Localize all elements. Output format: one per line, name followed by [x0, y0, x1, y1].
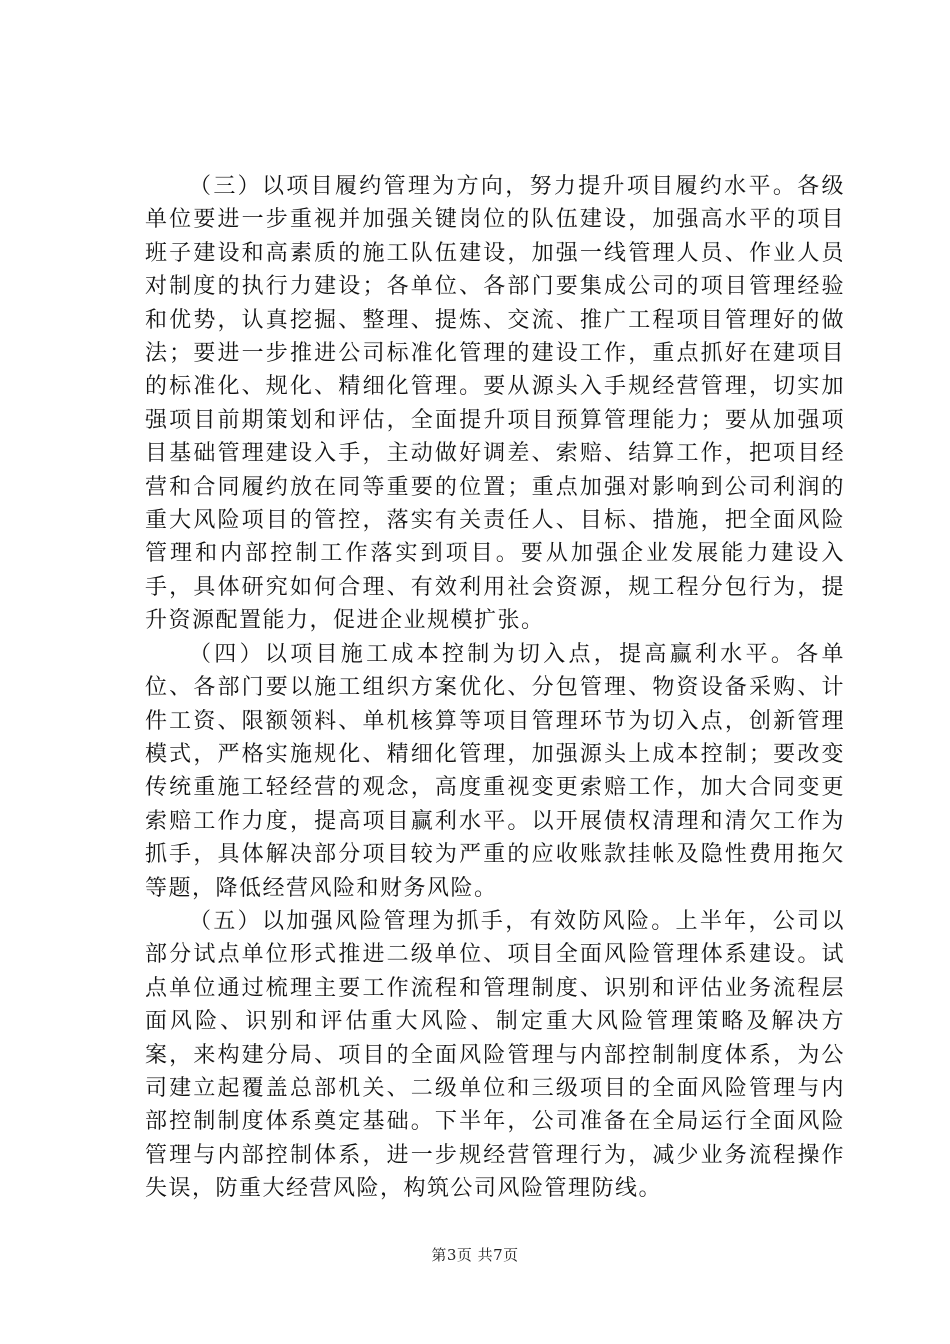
document-body	[145, 170, 845, 1206]
paragraph-section-5: （五）以加强风险管理为抓手，有效防风险。上半年，公司以部分试点单位形式推进二级单位、项目全面风险管理体系建设。试点单位通过梳理主要工作流程和管理制度、识别和评估业务流程层面风险、识别和评估重大风险、制定重大风险管理策略及解决方案，来构建分局、项目的全面风险管理与内部控制制度体系，为公司建立起覆盖总部机关、二级单位和三级项目的全面风险管理与内部控制制度体系奠定基础。下半年，公司准备在全局运行全面风险管理与内部控制体系，进一步规经营管理行为，减少业务流程操作失误，防重大经营风险，构筑公司风险管理防线。	[145, 908, 845, 1202]
paragraph-section-4: （四）以项目施工成本控制为切入点，提高赢利水平。各单位、各部门要以施工组织方案优化、分包管理、物资设备采购、计件工资、限额领料、单机核算等项目管理环节为切入点，创新管理模式，严格实施规化、精细化管理，加强源头上成本控制；要改变传统重施工轻经营的观念，高度重视变更索赔工作，加大合同变更索赔工作力度，提高项目赢利水平。以开展债权清理和清欠工作为抓手，具体解决部分项目较为严重的应收账款挂帐及隐性费用拖欠等题，降低经营风险和财务风险。	[145, 641, 845, 901]
page-number-footer: 第3页 共7页	[431, 1246, 519, 1264]
paragraph-section-3: （三）以项目履约管理为方向，努力提升项目履约水平。各级单位要进一步重视并加强关键岗位的队伍建设，加强高水平的项目班子建设和高素质的施工队伍建设，加强一线管理人员、作业人员对制度的执行力建设；各单位、各部门要集成公司的项目管理经验和优势，认真挖掘、整理、提炼、交流、推广工程项目管理好的做法；要进一步推进公司标准化管理的建设工作，重点抓好在建项目的标准化、规化、精细化管理。要从源头入手规经营管理，切实加强项目前期策划和评估，全面提升项目预算管理能力；要从加强项目基础管理建设入手，主动做好调差、索赔、结算工作，把项目经营和合同履约放在同等重要的位置；重点加强对影响到公司利润的重大风险项目的管控，落实有关责任人、目标、措施，把全面风险管理和内部控制工作落实到项目。要从加强企业发展能力建设入手，具体研究如何合理、有效利用社会资源，规工程分包行为，提升资源配置能力，促进企业规模扩张。	[145, 174, 845, 634]
